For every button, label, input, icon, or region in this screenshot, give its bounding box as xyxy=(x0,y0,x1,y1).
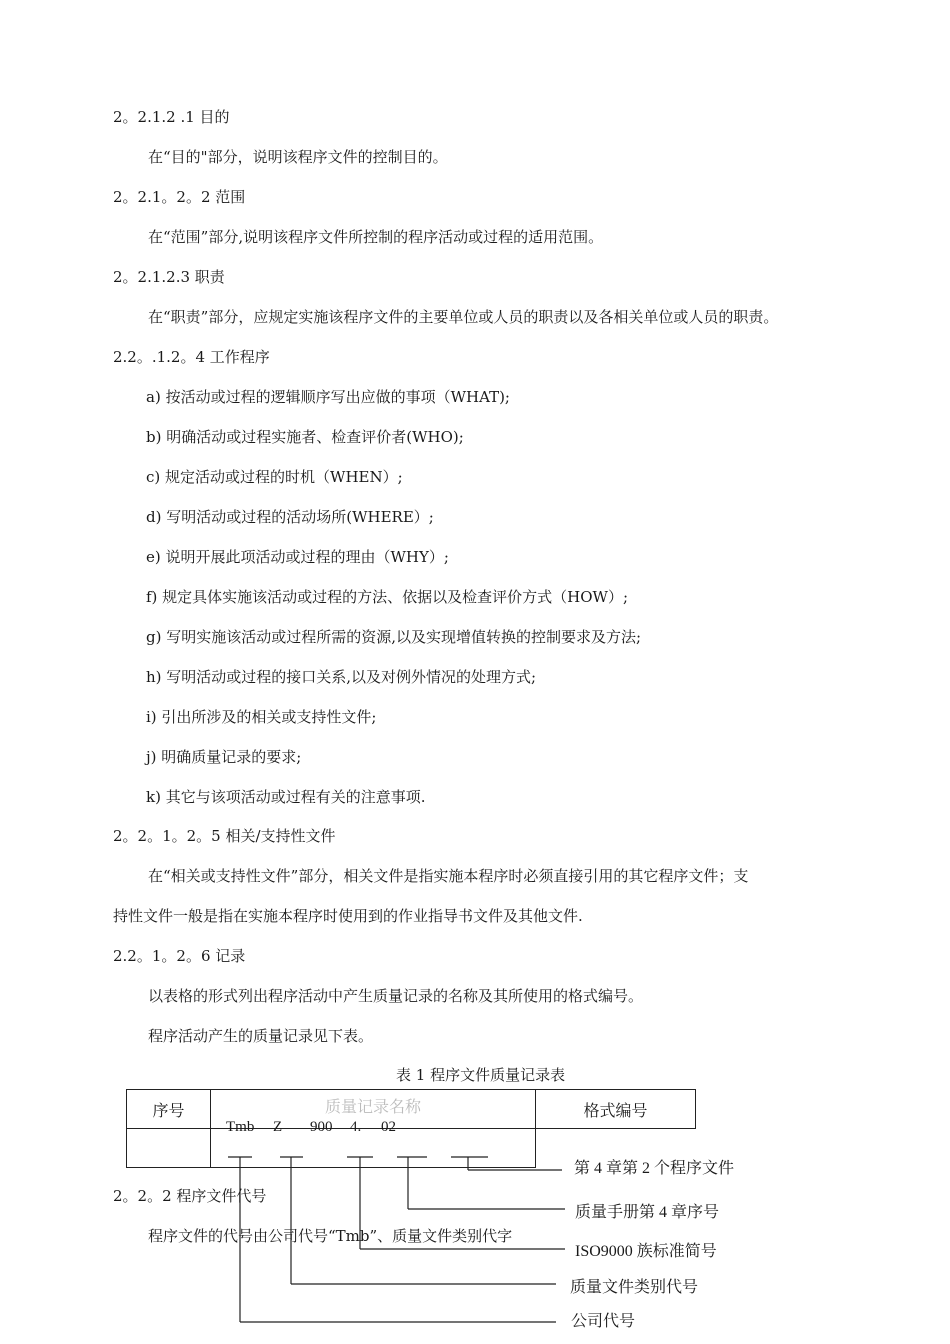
table-header-format-no: 格式编号 xyxy=(536,1090,696,1129)
section-text-records: 以表格的形式列出程序活动中产生质量记录的名称及其所使用的格式编号。 xyxy=(148,987,644,1005)
list-item: j) 明确质量记录的要求; xyxy=(146,748,302,766)
section-text-code: 程序文件的代号由公司代号“Tmb”、质量文件类别代字 xyxy=(148,1227,513,1245)
table-header-serial: 序号 xyxy=(127,1090,211,1129)
section-text-records-table: 程序活动产生的质量记录见下表。 xyxy=(148,1027,374,1045)
list-item: h) 写明活动或过程的接口关系,以及对例外情况的处理方式; xyxy=(146,668,537,686)
list-item: c) 规定活动或过程的时机（WHEN）; xyxy=(146,468,403,486)
code-part-chapter: 4. xyxy=(350,1119,362,1135)
list-item: k) 其它与该项活动或过程有关的注意事项. xyxy=(146,788,426,806)
label-iso-standard: ISO9000 族标准简号 xyxy=(575,1243,717,1260)
label-category-code: 质量文件类别代号 xyxy=(570,1279,699,1296)
section-heading-related-docs: 2。2。1。2。5 相关/支持性文件 xyxy=(113,827,336,845)
list-item: d) 写明活动或过程的活动场所(WHERE）; xyxy=(146,508,434,526)
list-item: i) 引出所涉及的相关或支持性文件; xyxy=(146,708,377,726)
label-company-code: 公司代号 xyxy=(571,1313,636,1330)
section-heading-purpose: 2。2.1.2 .1 目的 xyxy=(113,108,230,126)
code-part-iso: 900 xyxy=(310,1119,333,1135)
section-text-duties: 在“职责”部分，应规定实施该程序文件的主要单位或人员的职责以及各相关单位或人员的职责。 xyxy=(148,308,779,326)
section-heading-procedure: 2.2。.1.2。4 工作程序 xyxy=(113,348,270,366)
code-part-company: Tmb xyxy=(226,1119,255,1135)
table-header-record-name: 质量记录名称 xyxy=(211,1090,536,1129)
section-text-related-docs-cont: 持性文件一般是指在实施本程序时使用到的作业指导书文件及其他文件. xyxy=(113,907,583,925)
section-text-scope: 在“范围”部分,说明该程序文件所控制的程序活动或过程的适用范围。 xyxy=(148,228,604,246)
table-caption: 表 1 程序文件质量记录表 xyxy=(396,1066,566,1084)
code-part-category: Z xyxy=(273,1119,283,1135)
list-item: f) 规定具体实施该活动或过程的方法、依据以及检查评价方式（HOW）; xyxy=(146,588,629,606)
section-heading-records: 2.2。1。2。6 记录 xyxy=(113,947,246,965)
label-chapter-program: 第 4 章第 2 个程序文件 xyxy=(574,1160,735,1177)
code-part-sequence: 02 xyxy=(381,1119,396,1135)
section-text-purpose: 在“目的"部分，说明该程序文件的控制目的。 xyxy=(148,148,448,166)
section-text-related-docs: 在“相关或支持性文件”部分，相关文件是指实施本程序时必须直接引用的其它程序文件；支 xyxy=(148,867,749,885)
list-item: g) 写明实施该活动或过程所需的资源,以及实现增值转换的控制要求及方法; xyxy=(146,628,642,646)
list-item: e) 说明开展此项活动或过程的理由（WHY）; xyxy=(146,548,449,566)
section-heading-duties: 2。2.1.2.3 职责 xyxy=(113,268,225,286)
section-heading-scope: 2。2.1。2。2 范围 xyxy=(113,188,246,206)
list-item: b) 明确活动或过程实施者、检查评价者(WHO); xyxy=(146,428,464,446)
section-heading-code: 2。2。2 程序文件代号 xyxy=(113,1187,267,1205)
label-manual-chapter: 质量手册第 4 章序号 xyxy=(575,1204,720,1221)
list-item: a) 按活动或过程的逻辑顺序写出应做的事项（WHAT); xyxy=(146,388,510,406)
